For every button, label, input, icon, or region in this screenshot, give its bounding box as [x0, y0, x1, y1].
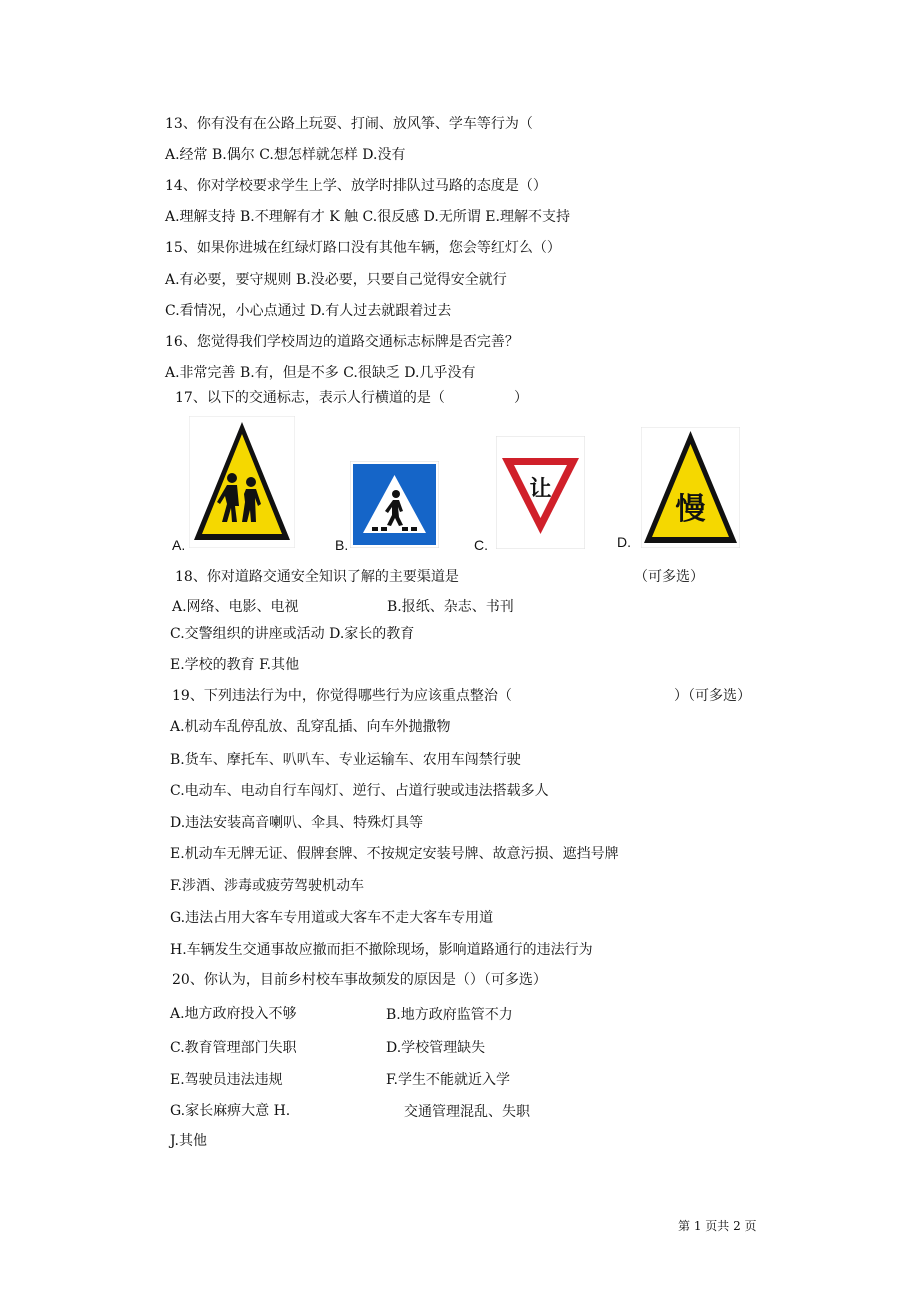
q18-stem: 18、你对道路交通安全知识了解的主要渠道是 [175, 569, 459, 585]
q19-option-b: B.货车、摩托车、叭叭车、专业运输车、农用车闯禁行驶 [170, 752, 521, 768]
q19-option-d: D.违法安装高音喇叭、伞具、特殊灯具等 [170, 815, 424, 831]
q19-option-e: E.机动车无牌无证、假牌套牌、不按规定安装号牌、故意污损、遮挡号牌 [170, 846, 619, 862]
q14-stem: 14、你对学校要求学生上学、放学时排队过马路的态度是（） [165, 178, 547, 194]
q17-label-b: B. [335, 537, 349, 553]
q18-option-a: A.网络、电影、电视 [172, 599, 299, 615]
q19-option-g: G.违法占用大客车专用道或大客车不走大客车专用道 [170, 910, 494, 926]
slow-sign-text: 慢 [675, 492, 706, 527]
q17-stem: 17、以下的交通标志，表示人行横道的是（ [175, 390, 445, 406]
q18-note: （可多选） [634, 569, 704, 585]
q19-option-c: C.电动车、电动自行车闯灯、逆行、占道行驶或违法搭载多人 [170, 783, 549, 799]
q20-option-h: 交通管理混乱、失职 [404, 1104, 530, 1120]
q13-options: A.经常 B.偶尔 C.想怎样就怎样 D.没有 [165, 147, 406, 163]
q15-stem: 15、如果你进城在红绿灯路口没有其他车辆，您会等红灯么（） [165, 240, 561, 256]
q20-option-a: A.地方政府投入不够 [170, 1006, 297, 1022]
children-crossing-sign-icon [189, 416, 295, 548]
q20-option-e: E.驾驶员违法违规 [170, 1072, 283, 1088]
q18-option-ef: E.学校的教育 F.其他 [170, 657, 300, 673]
q20-option-b: B.地方政府监管不力 [386, 1007, 513, 1023]
q13-stem: 13、你有没有在公路上玩耍、打闹、放风筝、学车等行为（ [165, 116, 533, 132]
q15-options-2: C.看情况，小心点通过 D.有人过去就跟着过去 [165, 303, 452, 319]
slow-sign-icon [641, 427, 740, 548]
q17-label-a: A. [172, 537, 186, 553]
q16-stem: 16、您觉得我们学校周边的道路交通标志标牌是否完善？ [165, 334, 519, 350]
q20-option-g: G.家长麻痹大意 H. [170, 1103, 291, 1119]
q18-option-cd: C.交警组织的讲座或活动 D.家长的教育 [170, 626, 415, 642]
q20-option-c: C.教育管理部门失职 [170, 1040, 297, 1056]
q16-options: A.非常完善 B.有，但是不多 C.很缺乏 D.几乎没有 [165, 365, 476, 381]
q19-note: ）（可多选） [674, 688, 751, 704]
q17-label-c: C. [474, 537, 488, 553]
q19-option-a: A.机动车乱停乱放、乱穿乱插、向车外抛撒物 [170, 719, 451, 735]
q20-option-f: F.学生不能就近入学 [386, 1072, 510, 1088]
q20-option-d: D.学校管理缺失 [386, 1040, 486, 1056]
q17-close-paren: ） [514, 390, 528, 406]
q20-option-j: J.其他 [170, 1133, 207, 1149]
page-number: 第 1 页共 2 页 [678, 1219, 757, 1233]
pedestrian-crossing-sign-icon [350, 461, 439, 548]
q19-option-f: F.涉酒、涉毒或疲劳驾驶机动车 [170, 878, 364, 894]
q15-options-1: A.有必要，要守规则 B.没必要，只要自己觉得安全就行 [165, 272, 507, 288]
q14-options: A.理解支持 B.不理解有才 K 触 C.很反感 D.无所谓 E.理解不支持 [165, 209, 570, 225]
q19-option-h: H.车辆发生交通事故应撤而拒不撤除现场，影响道路通行的违法行为 [170, 942, 593, 958]
q17-label-d: D. [617, 534, 631, 550]
yield-sign-text: 让 [529, 477, 552, 502]
yield-sign-icon [496, 436, 585, 549]
q19-stem: 19、下列违法行为中，你觉得哪些行为应该重点整治（ [172, 688, 512, 704]
q18-option-b: B.报纸、杂志、书刊 [387, 599, 514, 615]
q20-stem: 20、你认为，目前乡村校车事故频发的原因是（）（可多选） [172, 972, 547, 988]
